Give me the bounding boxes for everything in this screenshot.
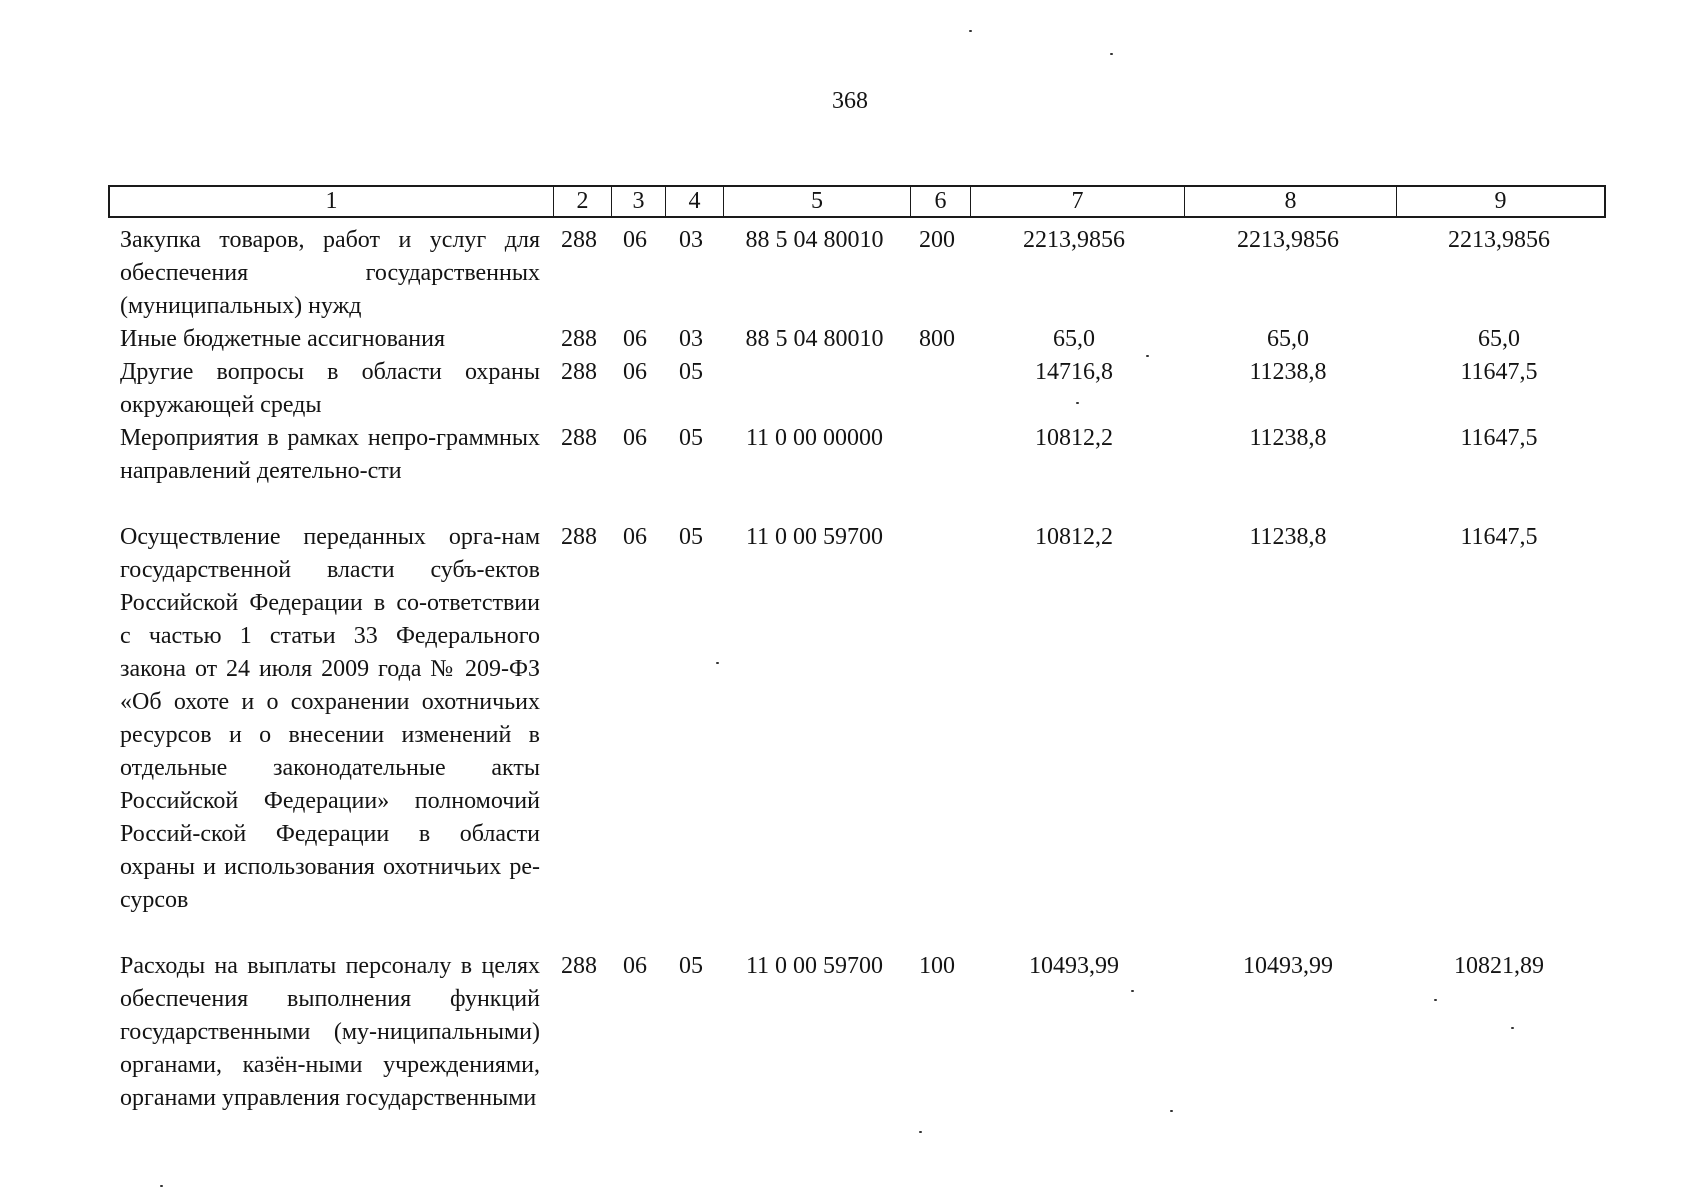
cell-col-8: 11238,8 — [1249, 524, 1327, 550]
header-col-3: 3 — [611, 187, 665, 216]
cell-col-7: 2213,9856 — [1023, 227, 1125, 253]
scan-speck — [969, 30, 972, 32]
cell-col-3: 06 — [623, 953, 647, 979]
cell-col-2: 288 — [561, 524, 597, 550]
cell-col-6: 800 — [919, 326, 955, 352]
cell-col-8: 65,0 — [1267, 326, 1309, 352]
cell-col-2: 288 — [561, 227, 597, 253]
cell-col-8: 11238,8 — [1249, 425, 1327, 451]
cell-col-3: 06 — [623, 425, 647, 451]
scan-speck — [716, 662, 719, 664]
cell-col-7: 10493,99 — [1029, 953, 1119, 979]
cell-col-2: 288 — [561, 359, 597, 385]
header-col-9: 9 — [1396, 187, 1604, 216]
cell-col-4: 05 — [679, 524, 703, 550]
cell-col-9: 11647,5 — [1460, 359, 1538, 385]
scan-speck — [1434, 999, 1437, 1001]
cell-col-7: 10812,2 — [1035, 425, 1113, 451]
cell-col-8: 2213,9856 — [1237, 227, 1339, 253]
cell-col-3: 06 — [623, 359, 647, 385]
cell-col-5: 11 0 00 59700 — [745, 953, 884, 979]
cell-col-9: 65,0 — [1478, 326, 1520, 352]
cell-col-3: 06 — [623, 326, 647, 352]
cell-col-2: 288 — [561, 953, 597, 979]
cell-col-8: 11238,8 — [1249, 359, 1327, 385]
header-col-5: 5 — [723, 187, 910, 216]
header-col-1: 1 — [325, 188, 338, 214]
cell-col-3: 06 — [623, 227, 647, 253]
cell-col-9: 11647,5 — [1460, 524, 1538, 550]
header-col-8: 8 — [1184, 187, 1396, 216]
row-name: Расходы на выплаты персоналу в целях обеспечения выполнения функций государственными (му-ниципальными) органами, казён-ными учреждениями, органами управления государственными — [120, 953, 540, 1111]
cell-col-6: 100 — [919, 953, 955, 979]
cell-col-9: 10821,89 — [1454, 953, 1544, 979]
cell-col-2: 288 — [561, 425, 597, 451]
cell-col-7: 14716,8 — [1035, 359, 1113, 385]
row-name: Другие вопросы в области охраны окружающей среды — [120, 359, 540, 418]
cell-col-9: 11647,5 — [1460, 425, 1538, 451]
cell-col-5: 11 0 00 00000 — [745, 425, 884, 451]
scan-speck — [919, 1131, 922, 1133]
header-col-6: 6 — [910, 187, 970, 216]
header-col-2: 2 — [553, 187, 611, 216]
row-name: Осуществление переданных орга-нам государственной власти субъ-ектов Российской Федерации в со-ответствии с частью 1 статьи 33 Федерального закона от 24 июля 2009 года № 209-ФЗ «Об охоте и о сохранении охотничьих ресурсов и о внесении изменений в отдельные законодательные акты Российской Федерации» полномочий Россий-ской Федерации в области охраны и использования охотничьих ре-сурсов — [120, 524, 540, 913]
scan-speck — [160, 1185, 163, 1187]
cell-col-6: 200 — [919, 227, 955, 253]
scan-speck — [1131, 990, 1134, 992]
scan-speck — [1076, 402, 1079, 404]
cell-col-4: 03 — [679, 326, 703, 352]
header-col-7: 7 — [970, 187, 1184, 216]
cell-col-9: 2213,9856 — [1448, 227, 1550, 253]
header-col-4: 4 — [665, 187, 723, 216]
cell-col-2: 288 — [561, 326, 597, 352]
cell-col-5: 88 5 04 80010 — [745, 326, 884, 352]
cell-col-4: 03 — [679, 227, 703, 253]
cell-col-3: 06 — [623, 524, 647, 550]
scan-speck — [1110, 53, 1113, 55]
cell-col-5: 88 5 04 80010 — [745, 227, 884, 253]
cell-col-7: 65,0 — [1053, 326, 1095, 352]
scan-speck — [1511, 1027, 1514, 1029]
scan-speck — [1170, 1110, 1173, 1112]
cell-col-5: 11 0 00 59700 — [745, 524, 884, 550]
page-number: 368 — [832, 88, 868, 114]
table-header-row — [108, 185, 1606, 218]
cell-col-4: 05 — [679, 425, 703, 451]
row-name: Мероприятия в рамках непро-граммных направлений деятельно-сти — [120, 425, 540, 484]
scan-speck — [1146, 355, 1149, 357]
cell-col-4: 05 — [679, 359, 703, 385]
cell-col-7: 10812,2 — [1035, 524, 1113, 550]
cell-col-8: 10493,99 — [1243, 953, 1333, 979]
row-name: Иные бюджетные ассигнования — [120, 326, 445, 352]
row-name: Закупка товаров, работ и услуг для обеспечения государственных (муниципальных) нужд — [120, 227, 540, 319]
cell-col-4: 05 — [679, 953, 703, 979]
